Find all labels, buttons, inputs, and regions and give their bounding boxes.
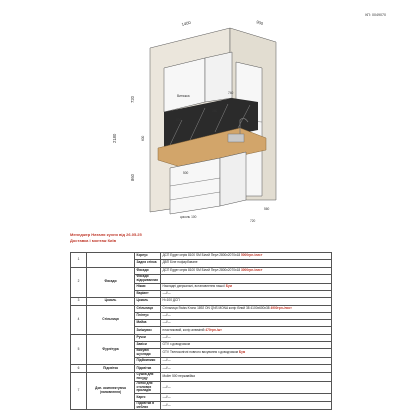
row-value — [161, 305, 332, 312]
dim-depth-a: 560 — [264, 207, 270, 211]
row-label: Карго — [135, 394, 161, 401]
delivery-note: Доставка і монтаж Київ — [70, 238, 117, 243]
row-value — [161, 274, 332, 283]
dim-upper-height: 720 — [130, 96, 135, 103]
group-label: Фурнітура — [87, 334, 135, 365]
row-label: Варіант — [135, 291, 161, 298]
dim-top-depth: 900 — [255, 19, 264, 27]
row-value — [161, 291, 332, 298]
group-label — [87, 253, 135, 268]
row-value-text: Накладні дзеркальні, встановлення нашої — [162, 283, 225, 288]
row-value — [161, 401, 332, 410]
row-price: 5000грн./лист — [241, 253, 263, 258]
table-row — [71, 253, 332, 260]
row-value — [161, 372, 332, 381]
group-number: 5 — [71, 334, 87, 365]
row-price: 470грн./шт — [205, 327, 222, 332]
row-value-text: —//— — [162, 394, 171, 399]
group-label: Фасади — [87, 267, 135, 298]
dim-cabinet-2: 380 — [212, 109, 218, 113]
row-value-text: —//— — [162, 334, 171, 339]
row-value — [161, 394, 332, 401]
manager-note: Менеджер Наталя кухня від 26.05.25 — [70, 232, 142, 237]
group-label: Доп. комплектуюча (наповнення) — [87, 372, 135, 410]
row-value-text: —//— — [162, 313, 171, 318]
row-value-text: GTV Телескопічні повного висування з доводчиком — [162, 350, 238, 355]
row-value-text: —//— — [162, 358, 171, 363]
row-value — [161, 381, 332, 394]
row-label: Задня стінка — [135, 260, 161, 267]
table-row — [71, 365, 332, 372]
row-label: Висувні шухляди — [135, 349, 161, 358]
row-value — [161, 342, 332, 349]
table-row — [71, 372, 332, 381]
row-label: Підсвітка — [135, 365, 161, 372]
row-value-text: ДСП Egger серія 8100 SM Білий Перл 2800х2070х18 — [162, 253, 241, 258]
dim-total-height: 2180 — [112, 133, 117, 143]
row-value-text: GTV з доводчиком — [162, 342, 190, 347]
row-label: Ручки — [135, 334, 161, 341]
row-value — [161, 327, 332, 334]
row-value — [161, 349, 332, 358]
row-label: Цоколь — [135, 298, 161, 305]
specification-table — [70, 252, 332, 410]
row-value-text: —//— — [162, 384, 171, 389]
row-value — [161, 298, 332, 305]
dim-top-width: 1400 — [181, 19, 192, 27]
row-label: Плінтус — [135, 312, 161, 319]
row-price: Бум — [238, 350, 246, 355]
row-value-text: —//— — [162, 291, 171, 296]
row-label: Фасади — [135, 267, 161, 274]
row-value — [161, 267, 332, 274]
row-value-text: Н=100 ДСП — [162, 298, 180, 303]
table-row — [71, 267, 332, 274]
row-label: Підйомники — [135, 358, 161, 365]
lower-cabinet-front — [170, 158, 220, 214]
row-price: Бум — [225, 283, 233, 288]
row-value-text: —//— — [162, 320, 171, 325]
row-value — [161, 334, 332, 341]
row-label: Ніжки — [135, 283, 161, 290]
row-value-text: ДСП Egger серія 8100 SM Білий Перл 2800х2070х18 — [162, 267, 241, 272]
dim-mid-height: 600 — [141, 135, 145, 141]
row-label: Корпус — [135, 253, 161, 260]
sink — [228, 134, 244, 142]
group-number: 3 — [71, 298, 87, 305]
group-label: Стільниця — [87, 305, 135, 334]
group-number: 2 — [71, 267, 87, 298]
row-value — [161, 283, 332, 290]
row-value — [161, 253, 332, 260]
row-value-text: Стільниця Swiss Krono 1892 ON QNS MONA колір білий 38 4100х600х38 — [162, 305, 270, 310]
group-number: 4 — [71, 305, 87, 334]
document-number: КП: 0049070 — [365, 13, 386, 17]
row-label: Стільниця — [135, 305, 161, 312]
group-number: 6 — [71, 365, 87, 372]
dim-cabinet-3: 500 — [183, 171, 189, 175]
row-label: Фасади відкриванная — [135, 274, 161, 283]
row-value-text: пластиковий, колір алюміній — [162, 327, 205, 332]
row-label: Лоток для столових приладів — [135, 381, 161, 394]
row-value — [161, 358, 332, 365]
table-row — [71, 305, 332, 312]
dim-cabinet-1: 500 — [176, 118, 182, 122]
dim-wall-offset: 740 — [228, 91, 234, 95]
group-number: 7 — [71, 372, 87, 410]
row-value — [161, 320, 332, 327]
dim-depth-b: 720 — [250, 219, 256, 223]
row-value-text: —//— — [162, 402, 171, 407]
row-price: 3000грн./лист — [241, 267, 263, 272]
dim-lower-height: 860 — [130, 174, 135, 181]
cabinet-label: Витяжка — [177, 94, 190, 98]
lower-cabinet-side — [220, 152, 246, 206]
row-value — [161, 312, 332, 319]
group-label: Цоколь — [87, 298, 135, 305]
row-value-text: Muller 500 нержавійка — [162, 373, 195, 378]
table-row — [71, 298, 332, 305]
row-value-text: —//— — [162, 365, 171, 370]
row-value — [161, 365, 332, 372]
row-label: Завіси — [135, 342, 161, 349]
row-label: Мийка — [135, 320, 161, 327]
row-label: Підсвітка в меблях — [135, 401, 161, 410]
row-value — [161, 260, 332, 267]
table-row — [71, 334, 332, 341]
row-value-text: ДВП Біле пофарбоване — [162, 260, 198, 265]
row-price: 4900грн./лист — [270, 305, 292, 310]
group-number: 1 — [71, 253, 87, 268]
dim-plinth: цоколь 100 — [180, 215, 197, 219]
row-label: Сушка для посуду — [135, 372, 161, 381]
group-label: Підсвітка — [87, 365, 135, 372]
row-label: Змішувач — [135, 327, 161, 334]
